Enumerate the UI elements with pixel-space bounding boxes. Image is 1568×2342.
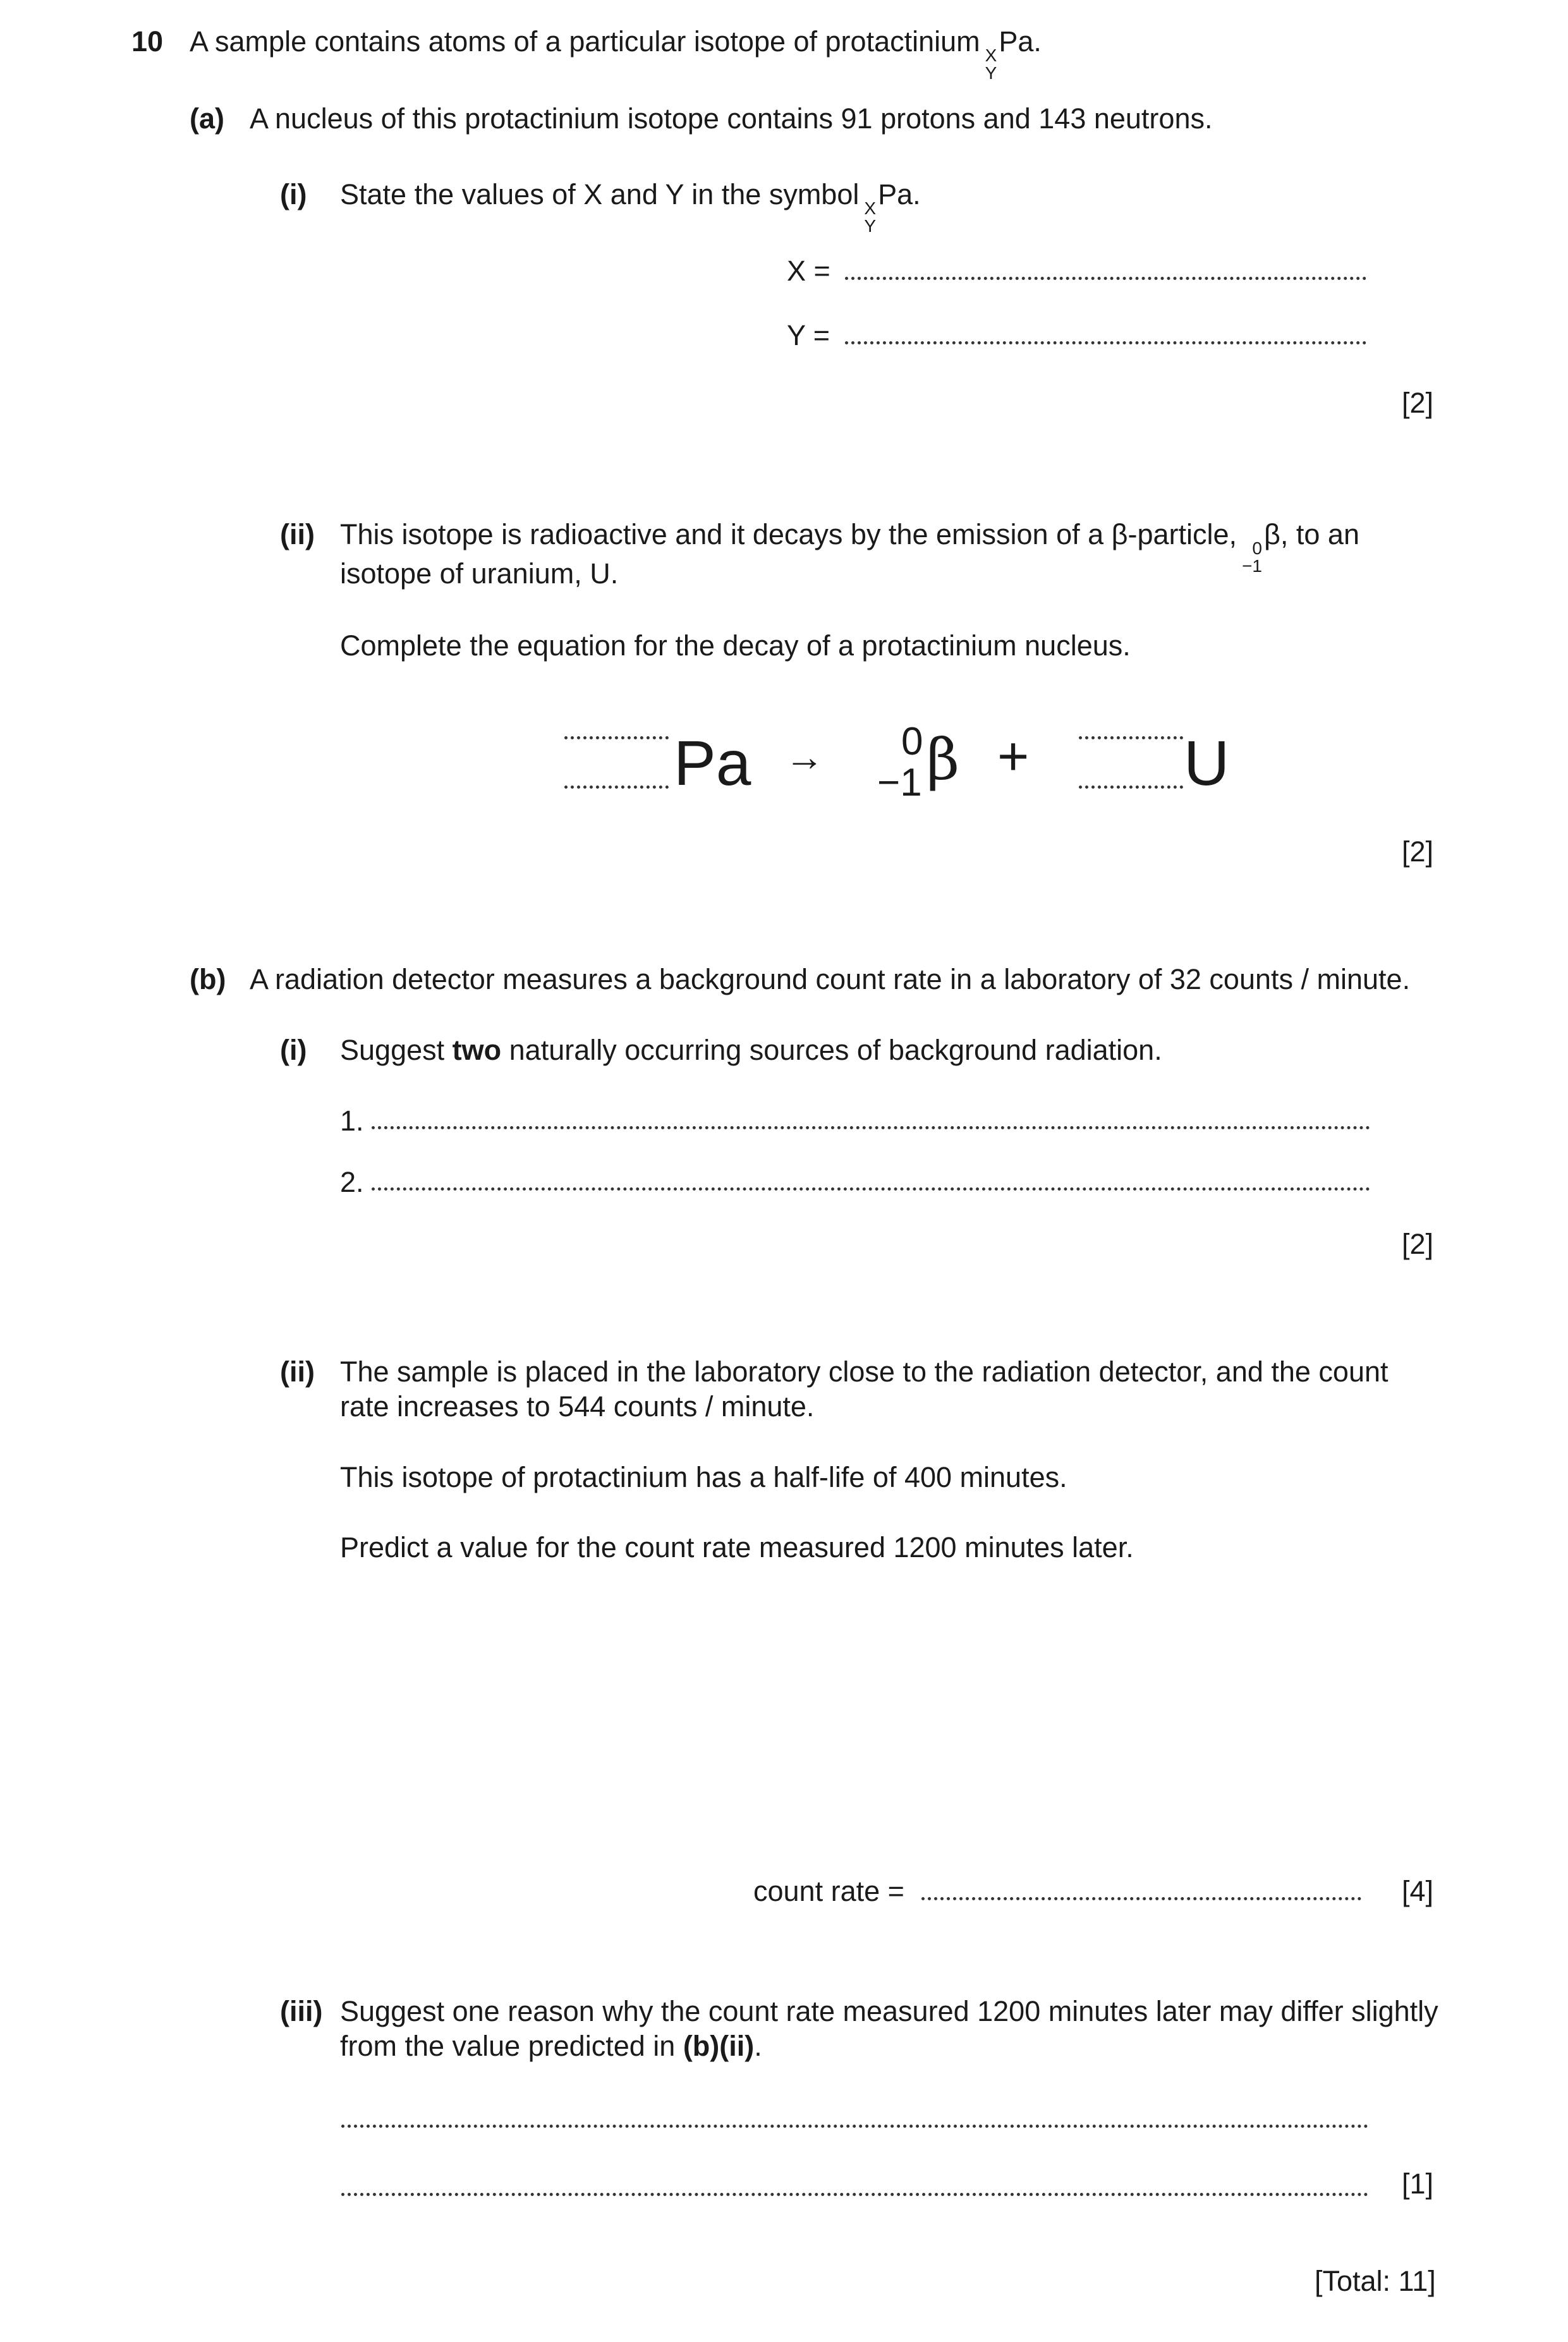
symbol-sup: X	[985, 46, 997, 65]
part-b-ii-label: (ii)	[280, 1356, 315, 1388]
part-b-iii-text-line1: Suggest one reason why the count rate measured 1200 minutes later may differ slightly	[340, 1995, 1438, 2027]
isotope-symbol-notation	[985, 47, 997, 82]
part-a-i-text	[340, 178, 921, 235]
isotope-symbol-notation	[864, 200, 876, 235]
beta-sub: −1	[1242, 556, 1262, 576]
predict-text: Predict a value for the count rate measured 1200 minutes later.	[340, 1531, 1134, 1563]
part-b-iii-text-before: from the value predicted in	[340, 2030, 676, 2062]
beta-notation	[1242, 540, 1262, 575]
symbol-base: Pa	[999, 25, 1034, 58]
part-a-ii-instruction: Complete the equation for the decay of a protactinium nucleus.	[340, 629, 1131, 662]
part-b-i-text-after: naturally occurring sources of background radiation.	[509, 1034, 1162, 1066]
arrow-symbol: →	[785, 736, 824, 779]
u-mass-number-blank[interactable]	[1079, 736, 1183, 739]
u-atomic-number-blank[interactable]	[1079, 786, 1183, 789]
x-label: X =	[787, 255, 830, 287]
part-b-i-text-before: Suggest	[340, 1034, 445, 1066]
marks-b-i: [2]	[1402, 1228, 1434, 1260]
beta-eq-symbol: β	[927, 727, 960, 793]
x-answer-line[interactable]	[845, 277, 1366, 280]
marks-b-ii: [4]	[1402, 1875, 1434, 1907]
symbol-trail: .	[1033, 25, 1042, 58]
part-b-text: A radiation detector measures a background count rate in a laboratory of 32 counts / minute.	[250, 963, 1411, 995]
beta-symbol: β	[1264, 518, 1280, 550]
part-a-ii-text: This isotope is radioactive and it decays by the emission of a β-particle,	[340, 518, 1237, 550]
symbol-sub: Y	[985, 63, 997, 83]
beta-eq-sub: −1	[877, 761, 922, 804]
symbol-sub: Y	[864, 216, 877, 236]
part-b-i-text-bold: two	[452, 1034, 502, 1066]
symbol-sup: X	[864, 198, 877, 218]
part-a-i-label: (i)	[280, 178, 307, 210]
question-number: 10	[131, 25, 164, 58]
y-label: Y =	[787, 319, 830, 351]
intro-text: A sample contains atoms of a particular isotope of protactinium	[190, 25, 980, 58]
y-answer-line[interactable]	[845, 341, 1366, 344]
marks-b-iii: [1]	[1402, 2168, 1434, 2200]
part-a-label: (a)	[190, 102, 224, 135]
part-b-label: (b)	[190, 963, 226, 995]
symbol-trail: .	[913, 178, 921, 210]
count-rate-answer-line[interactable]	[921, 1897, 1361, 1900]
u-symbol: U	[1184, 728, 1230, 799]
source-1-answer-line[interactable]	[372, 1126, 1370, 1129]
symbol-base: Pa	[878, 178, 913, 210]
pa-symbol: Pa	[674, 728, 751, 799]
count-rate-label: count rate =	[753, 1875, 904, 1907]
plus-symbol: +	[997, 726, 1030, 787]
pa-mass-number-blank[interactable]	[564, 736, 669, 739]
source-1-number: 1.	[340, 1105, 364, 1137]
part-a-ii-label: (ii)	[280, 518, 315, 550]
source-2-answer-line[interactable]	[372, 1187, 1370, 1191]
part-a-text: A nucleus of this protactinium isotope contains 91 protons and 143 neutrons.	[250, 102, 1213, 135]
beta-eq-sup: 0	[901, 720, 923, 763]
pa-atomic-number-blank[interactable]	[564, 786, 669, 789]
part-b-i-label: (i)	[280, 1034, 307, 1066]
part-b-i-text	[340, 1034, 1162, 1067]
part-b-iii-text-after: .	[754, 2030, 762, 2062]
part-b-ii-text-line1: The sample is placed in the laboratory close to the radiation detector, and the count	[340, 1356, 1389, 1388]
reason-answer-line-2[interactable]	[341, 2193, 1368, 2196]
part-b-iii-reference: (b)(ii)	[683, 2030, 755, 2062]
reason-answer-line-1[interactable]	[341, 2125, 1368, 2128]
part-b-iii-label: (iii)	[280, 1995, 323, 2027]
part-b-iii-text-line2	[340, 2030, 762, 2063]
marks-a-ii: [2]	[1402, 835, 1434, 868]
source-2-number: 2.	[340, 1166, 364, 1198]
half-life-text: This isotope of protactinium has a half-life of 400 minutes.	[340, 1461, 1067, 1493]
total-marks: [Total: 11]	[1315, 2265, 1436, 2297]
beta-sup: 0	[1252, 538, 1262, 558]
part-a-ii-text-end: , to an	[1280, 518, 1359, 550]
part-b-ii-text-line2: rate increases to 544 counts / minute.	[340, 1390, 815, 1423]
question-intro	[190, 25, 1042, 82]
part-a-i-question: State the values of X and Y in the symbol	[340, 178, 860, 210]
marks-a-i: [2]	[1402, 387, 1434, 419]
part-a-ii-text-line2: isotope of uranium, U.	[340, 557, 619, 590]
